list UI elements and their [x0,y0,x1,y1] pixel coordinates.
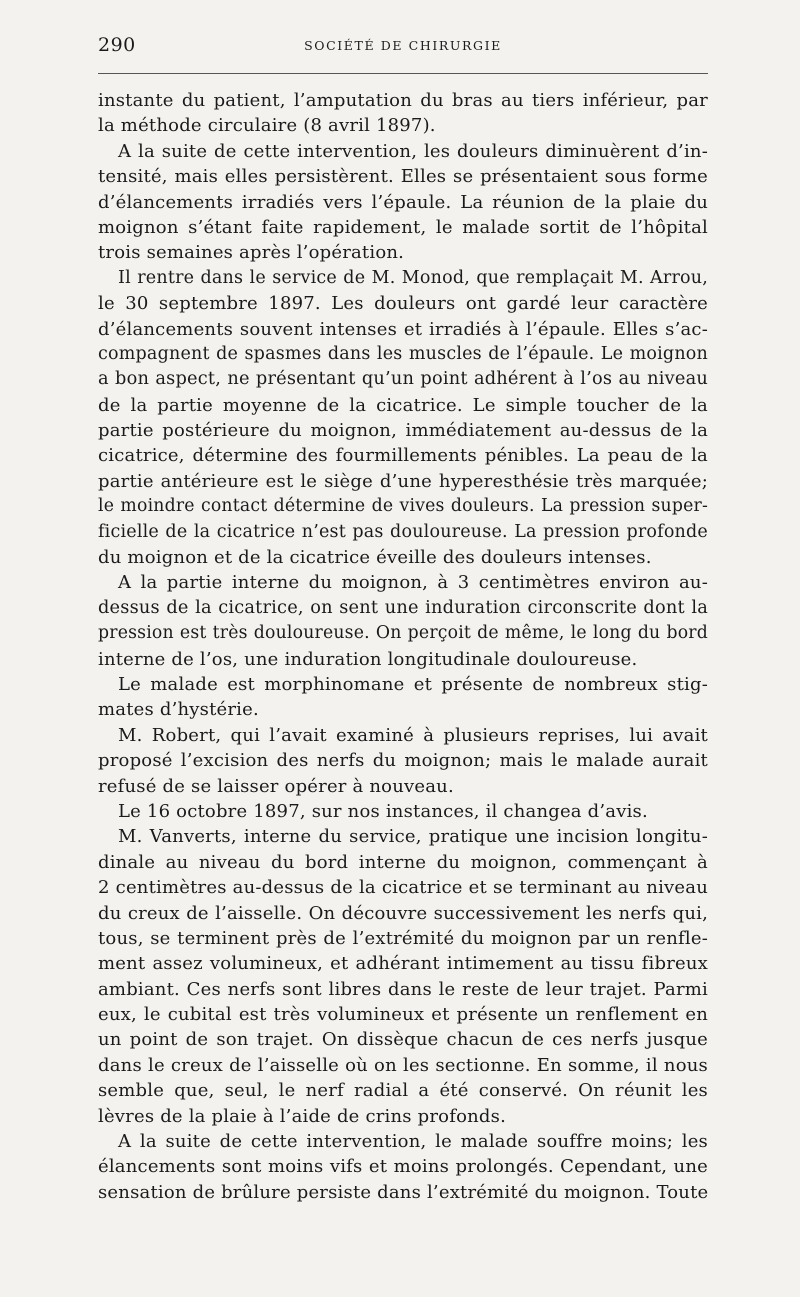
text-line: trois semaines après l’opération. [98,242,405,264]
text-line: du creux de l’aisselle. On découvre successivement les nerfs qui, [98,902,708,924]
text-line: Le 16 octobre 1897, sur nos instances, il changea d’avis. [118,800,648,822]
text-line: élancements sont moins vifs et moins prolongés. Cependant, une [98,1156,708,1178]
text-line: le 30 septembre 1897. Les douleurs ont gardé leur caractère [98,293,708,315]
text-line: la méthode circulaire (8 avril 1897). [98,115,436,137]
text-line: un point de son trajet. On dissèque chacun de ces nerfs jusque [98,1029,708,1051]
text-line: ambiant. Ces nerfs sont libres dans le reste de leur trajet. Parmi [98,978,708,1000]
text-line: de la partie moyenne de la cicatrice. Le simple toucher de la [98,394,708,416]
text-line: M. Robert, qui l’avait examiné à plusieurs reprises, lui avait [118,724,708,746]
running-title: SOCIÉTÉ DE CHIRURGIE [304,38,502,53]
text-line: pression est très douloureuse. On perçoit de même, le long du bord [98,623,708,644]
text-line: instante du patient, l’amputation du bras au tiers inférieur, par [98,90,708,111]
text-line: A la suite de cette intervention, le malade souffre moins; les [118,1131,708,1153]
text-line: cicatrice, détermine des fourmillements pénibles. La peau de la [98,445,708,467]
text-line: refusé de se laisser opérer à nouveau. [98,775,454,797]
text-line: tensité, mais elles persistèrent. Elles se présentaient sous forme [98,166,708,188]
body-text [98,88,708,1205]
text-line: moignon s’étant faite rapidement, le malade sortit de l’hôpital [98,216,708,238]
text-line: A la suite de cette intervention, les douleurs diminuèrent d’in- [118,140,708,162]
text-line: d’élancements irradiés vers l’épaule. La réunion de la plaie du [98,191,708,213]
text-line: A la partie interne du moignon, à 3 centimètres environ au- [118,572,708,594]
text-line: 2 centimètres au-dessus de la cicatrice et se terminant au niveau [98,877,708,899]
text-line: dessus de la cicatrice, on sent une induration circonscrite dont la [98,597,708,618]
text-line: a bon aspect, ne présentant qu’un point adhérent à l’os au niveau [98,369,708,390]
text-line: d’élancements souvent intenses et irradiés à l’épaule. Elles s’ac- [98,318,708,340]
text-line: le moindre contact détermine de vives douleurs. La pression super- [98,496,708,517]
text-line: compagnent de spasmes dans les muscles de l’épaule. Le moignon [98,343,708,364]
text-line: lèvres de la plaie à l’aide de crins profonds. [98,1105,506,1127]
text-line: ment assez volumineux, et adhérant intimement au tissu fibreux [98,953,708,975]
text-line: proposé l’excision des nerfs du moignon; mais le malade aurait [98,750,708,772]
text-line: mates d’hystérie. [98,699,259,721]
text-line: eux, le cubital est très volumineux et présente un renflement en [98,1004,708,1026]
text-line: Le malade est morphinomane et présente de nombreux stig- [118,673,708,695]
text-line: ficielle de la cicatrice n’est pas douloureuse. La pression profonde [98,521,708,542]
text-line: partie postérieure du moignon, immédiatement au-dessus de la [98,420,708,442]
text-line: dans le creux de l’aisselle où on les sectionne. En somme, il nous [98,1054,708,1076]
text-line: partie antérieure est le siège d’une hyperesthésie très marquée; [98,470,708,492]
text-line: tous, se terminent près de l’extrémité du moignon par un renfle- [98,927,708,949]
text-line: du moignon et de la cicatrice éveille des douleurs intenses. [98,547,652,569]
text-line: dinale au niveau du bord interne du moignon, commençant à [98,851,708,873]
page-header [98,32,708,64]
text-line: interne de l’os, une induration longitudinale douloureuse. [98,648,638,670]
text-line: M. Vanverts, interne du service, pratique une incision longitu- [118,826,708,848]
page-number: 290 [98,34,136,56]
text-line: semble que, seul, le nerf radial a été conservé. On réunit les [98,1080,708,1102]
header-rule [98,73,708,74]
text-line: sensation de brûlure persiste dans l’extrémité du moignon. Toute [98,1181,709,1203]
text-line: Il rentre dans le service de M. Monod, que remplaçait M. Arrou, [118,267,708,288]
